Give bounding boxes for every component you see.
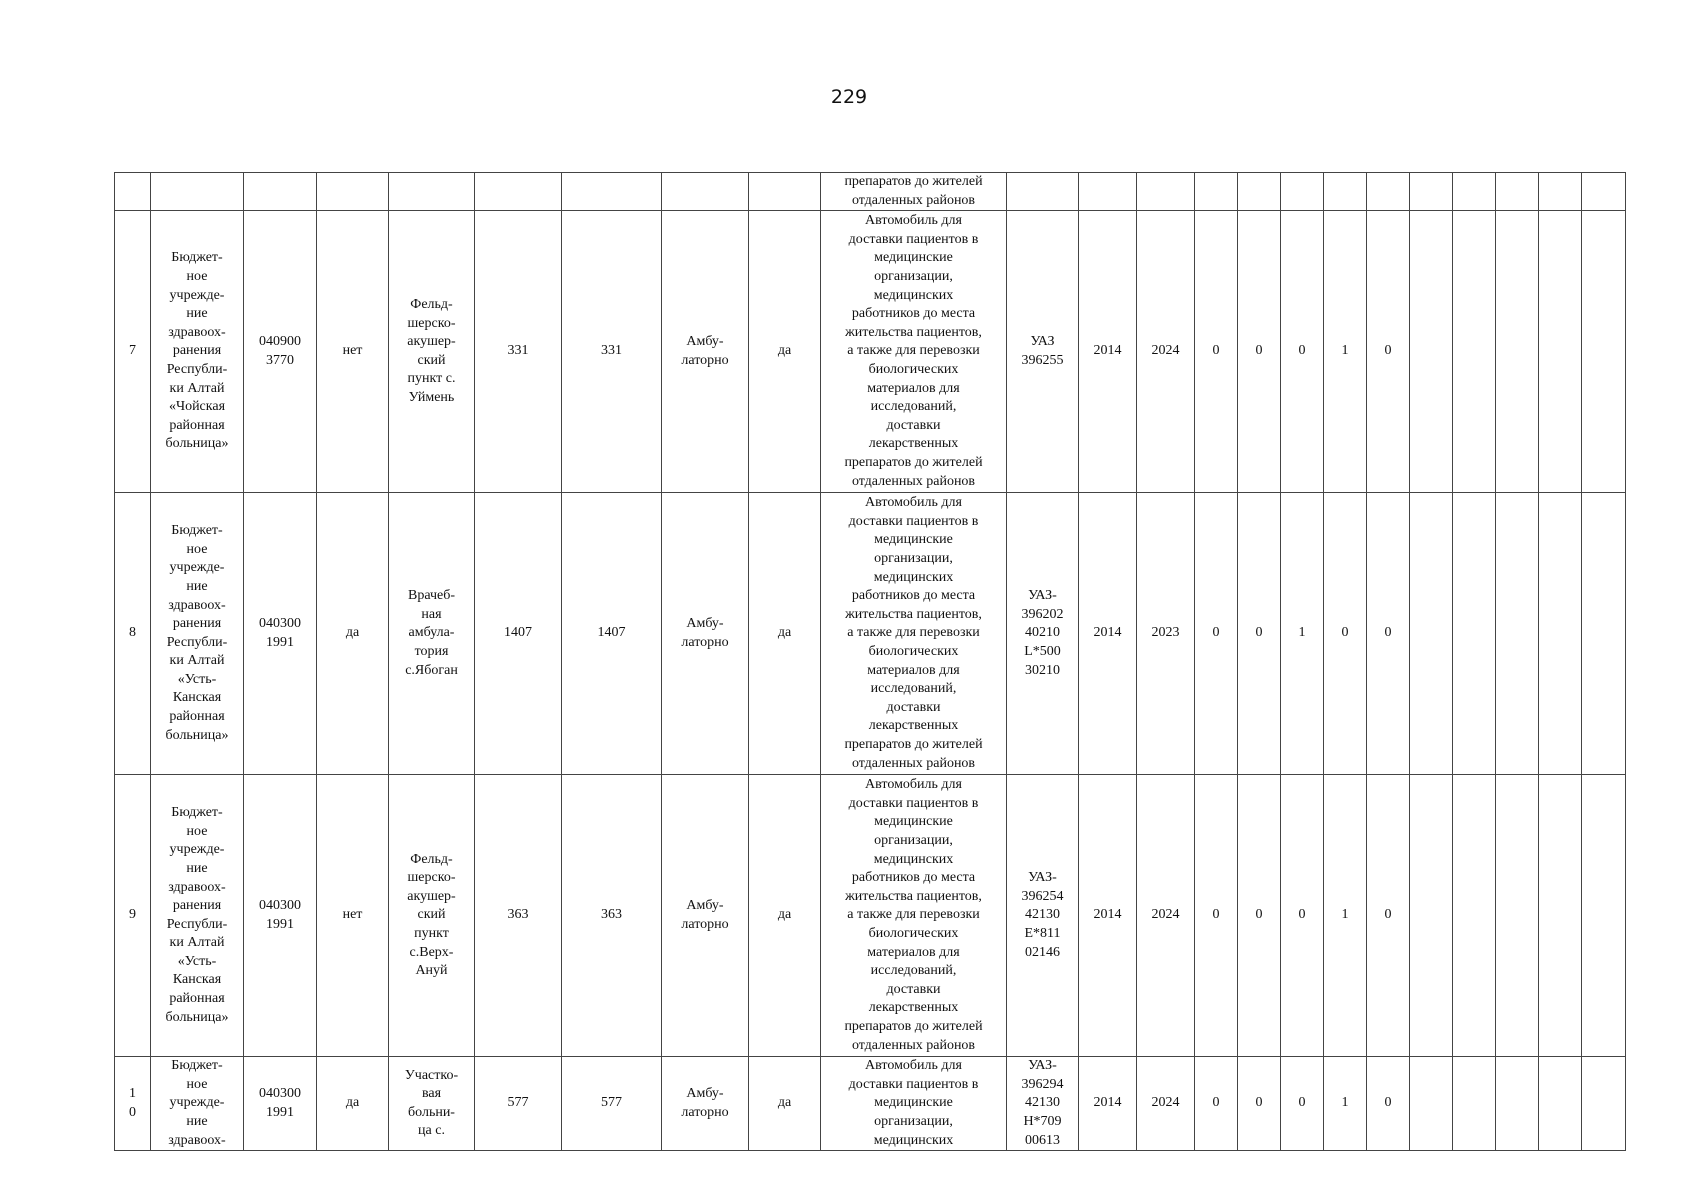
table-row [115,775,1626,1057]
count-5: 0 [1367,493,1410,775]
flag-cell: нет [317,211,389,493]
empty-cell [1582,1057,1626,1151]
value-1: 331 [475,211,562,493]
empty-cell [1410,211,1453,493]
count-1: 0 [1195,775,1238,1057]
empty-cell [1496,775,1539,1057]
purpose-cell: Автомобиль для доставки пациентов в медицинские организации, медицинских [821,1057,1007,1151]
year-from: 2014 [1079,493,1137,775]
year-to: 2024 [1137,1057,1195,1151]
vehicle-model: УАЗ- 396202 40210 L*500 30210 [1007,493,1079,775]
institution-code: 040300 1991 [244,493,317,775]
empty-cell [1539,211,1582,493]
unit-name: Фельд- шерско- акушер- ский пункт с. Уймень [389,211,475,493]
unit-name: Фельд- шерско- акушер- ский пункт с.Верх- Ануй [389,775,475,1057]
table-row [115,1057,1626,1151]
year-from: 2014 [1079,1057,1137,1151]
data-table [114,172,1626,1151]
count-4: 0 [1324,493,1367,775]
flag-cell: да [317,1057,389,1151]
empty-cell [1539,1057,1582,1151]
value-2: 331 [562,211,662,493]
vehicle-model: УАЗ 396255 [1007,211,1079,493]
empty-cell [1410,775,1453,1057]
empty-cell [1410,493,1453,775]
year-from: 2014 [1079,211,1137,493]
empty-cell [1453,493,1496,775]
row-number: 8 [115,493,151,775]
need-cell: да [749,493,821,775]
empty-cell [1410,1057,1453,1151]
count-2: 0 [1238,1057,1281,1151]
value-2: 363 [562,775,662,1057]
service-mode: Амбу- латорно [662,211,749,493]
institution-code: 040300 1991 [244,775,317,1057]
empty-cell [1582,211,1626,493]
institution-code: 040900 3770 [244,211,317,493]
value-1: 1407 [475,493,562,775]
count-5: 0 [1367,211,1410,493]
empty-cell [1453,211,1496,493]
count-5: 0 [1367,775,1410,1057]
service-mode: Амбу- латорно [662,1057,749,1151]
count-1: 0 [1195,1057,1238,1151]
vehicle-model: УАЗ- 396294 42130 H*709 00613 [1007,1057,1079,1151]
unit-name: Врачеб- ная амбула- тория с.Ябоган [389,493,475,775]
year-to: 2023 [1137,493,1195,775]
empty-cell [1539,493,1582,775]
year-to: 2024 [1137,211,1195,493]
continuation-row [115,173,1626,211]
need-cell: да [749,1057,821,1151]
value-1: 363 [475,775,562,1057]
count-2: 0 [1238,493,1281,775]
institution-code: 040300 1991 [244,1057,317,1151]
institution-name: Бюджет- ное учрежде- ние здравоох- [151,1057,244,1151]
count-2: 0 [1238,775,1281,1057]
value-2: 1407 [562,493,662,775]
empty-cell [1453,775,1496,1057]
institution-name: Бюджет- ное учрежде- ние здравоох- ранения Республи- ки Алтай «Усть- Канская районная больница» [151,775,244,1057]
page-number: 229 [830,86,868,108]
count-5: 0 [1367,1057,1410,1151]
value-1: 577 [475,1057,562,1151]
purpose-cell: препаратов до жителей отдаленных районов [821,173,1007,211]
service-mode: Амбу- латорно [662,775,749,1057]
institution-name: Бюджет- ное учрежде- ние здравоох- ранения Республи- ки Алтай «Чойская районная больница» [151,211,244,493]
purpose-cell: Автомобиль для доставки пациентов в медицинские организации, медицинских работников до места жительства пациентов, а также для перевозки биологических материалов для исследований, доставки лекарственных препаратов до жителей отдаленных районов [821,211,1007,493]
unit-name: Участко- вая больни- ца с. [389,1057,475,1151]
purpose-cell: Автомобиль для доставки пациентов в медицинские организации, медицинских работников до места жительства пациентов, а также для перевозки биологических материалов для исследований, доставки лекарственных препаратов до жителей отдаленных районов [821,775,1007,1057]
count-4: 1 [1324,1057,1367,1151]
count-4: 1 [1324,211,1367,493]
empty-cell [1453,1057,1496,1151]
empty-cell [1582,493,1626,775]
empty-cell [1496,1057,1539,1151]
empty-cell [1496,211,1539,493]
count-1: 0 [1195,493,1238,775]
row-number: 1 0 [115,1057,151,1151]
count-2: 0 [1238,211,1281,493]
table-row [115,493,1626,775]
value-2: 577 [562,1057,662,1151]
empty-cell [1582,775,1626,1057]
row-number: 7 [115,211,151,493]
count-3: 0 [1281,775,1324,1057]
row-number: 9 [115,775,151,1057]
count-1: 0 [1195,211,1238,493]
year-to: 2024 [1137,775,1195,1057]
flag-cell: да [317,493,389,775]
count-4: 1 [1324,775,1367,1057]
vehicle-model: УАЗ- 396254 42130 E*811 02146 [1007,775,1079,1057]
need-cell: да [749,775,821,1057]
year-from: 2014 [1079,775,1137,1057]
service-mode: Амбу- латорно [662,493,749,775]
purpose-cell: Автомобиль для доставки пациентов в медицинские организации, медицинских работников до места жительства пациентов, а также для перевозки биологических материалов для исследований, доставки лекарственных препаратов до жителей отдаленных районов [821,493,1007,775]
flag-cell: нет [317,775,389,1057]
institution-name: Бюджет- ное учрежде- ние здравоох- ранения Республи- ки Алтай «Усть- Канская районная больница» [151,493,244,775]
need-cell: да [749,211,821,493]
count-3: 1 [1281,493,1324,775]
table-row [115,211,1626,493]
count-3: 0 [1281,1057,1324,1151]
empty-cell [1539,775,1582,1057]
empty-cell [1496,493,1539,775]
count-3: 0 [1281,211,1324,493]
